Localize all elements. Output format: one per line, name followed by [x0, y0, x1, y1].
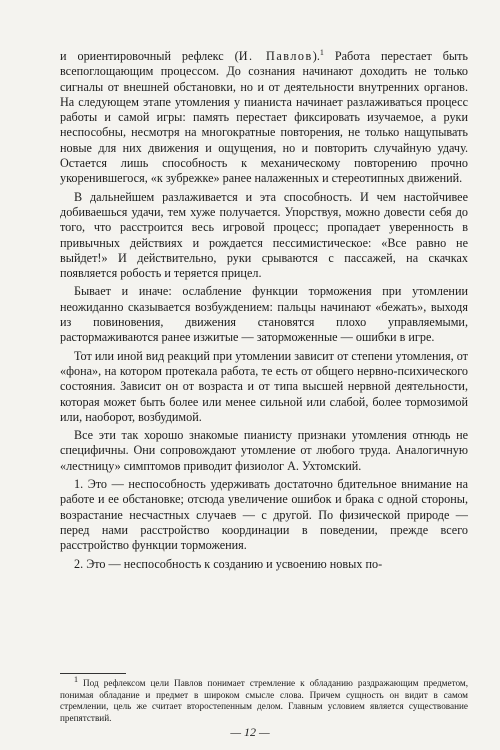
body-text	[60, 49, 468, 572]
footnote-divider	[60, 673, 126, 674]
paragraph-5: Все эти так хорошо знакомые пианисту признаки утомления отнюдь не специфичны. Они сопровождают утомление от любого труда. Аналогичную «лестницу» симптомов приводит физиолог А. Ухтомский.	[60, 428, 468, 473]
author-name: И. Павлов	[238, 49, 313, 63]
paragraph-7: 2. Это — неспособность к созданию и усвоению новых по-	[74, 556, 383, 571]
footnote	[60, 674, 468, 724]
paragraph-3: Бывает и иначе: ослабление функции торможения при утомлении неожиданно сказывается возбуждением: пальцы начинают «бежать», выходя из повиновения, движения становятся плохо управляемыми, растормаживаются ранее изжитые — заторможенные — ошибки в игре.	[60, 284, 468, 345]
paragraph-1-start: и ориентировочный рефлекс (	[60, 49, 239, 63]
paragraph-1-rest: Работа перестает быть всепоглощающим процессом. До сознания начинают доходить не только сигналы от внешней обстановки, но и от деятельности внутренних органов. На следующем этапе утомления у пианиста начинает разлаживаться процесс работы и самой игры: память перестает фиксировать изучаемое, а руки неспособны, несмотря на многократные повторения, не только нащупывать новые для них движения и ощущения, но и повторить случайную удачу. Остается лишь способность к механическому повторению прочно укоренившегося, «к зубрежке» ранее налаженных и стереотипных движений.	[60, 49, 468, 186]
paragraph-2: В дальнейшем разлаживается и эта способность. И чем настойчивее добиваешься удачи, тем хуже получается. Упорствуя, можно довести себя до того, что расстроится весь игровой процесс; пропадает уверенность в привычных действиях и рождается пессимистическое: «Все равно не выйдет!» И действительно, руки срываются с пассажей, на скачках появляется робость и теряется прицел.	[60, 189, 468, 281]
footnote-marker: 1	[74, 674, 78, 684]
paragraph-6: 1. Это — неспособность удерживать достаточно бдительное внимание на работе и ее обстановке; отсюда увеличение ошибок и брака с одной стороны, возрастание несчастных случаев — с другой. По физической природе — перед нами расстройство координации в поведении, прежде всего расстройство функции торможения.	[60, 477, 468, 553]
page-number: — 12 —	[230, 725, 270, 739]
footnote-text: Под рефлексом цели Павлов понимает стремление к обладанию раздражающим предметом, понимая обладание и предмет в широком смысле слова. Причем сущность он видит в самом стремлении, цель же считает второстепенным делом. Главным условием является существование препятствий.	[60, 678, 468, 723]
paragraph-1-punct: ).	[312, 49, 320, 63]
footnote-reference: 1	[319, 47, 324, 57]
paragraph-4: Тот или иной вид реакций при утомлении зависит от степени утомления, от «фона», на котором протекала работа, те есть от общего нервно-психического состояния. Зависит он от возраста и от типа высшей нервной деятельности, которая может быть более или менее сильной или слабой, более тормозимой или, наоборот, возбудимой.	[60, 348, 468, 424]
paragraph-1	[60, 49, 468, 187]
